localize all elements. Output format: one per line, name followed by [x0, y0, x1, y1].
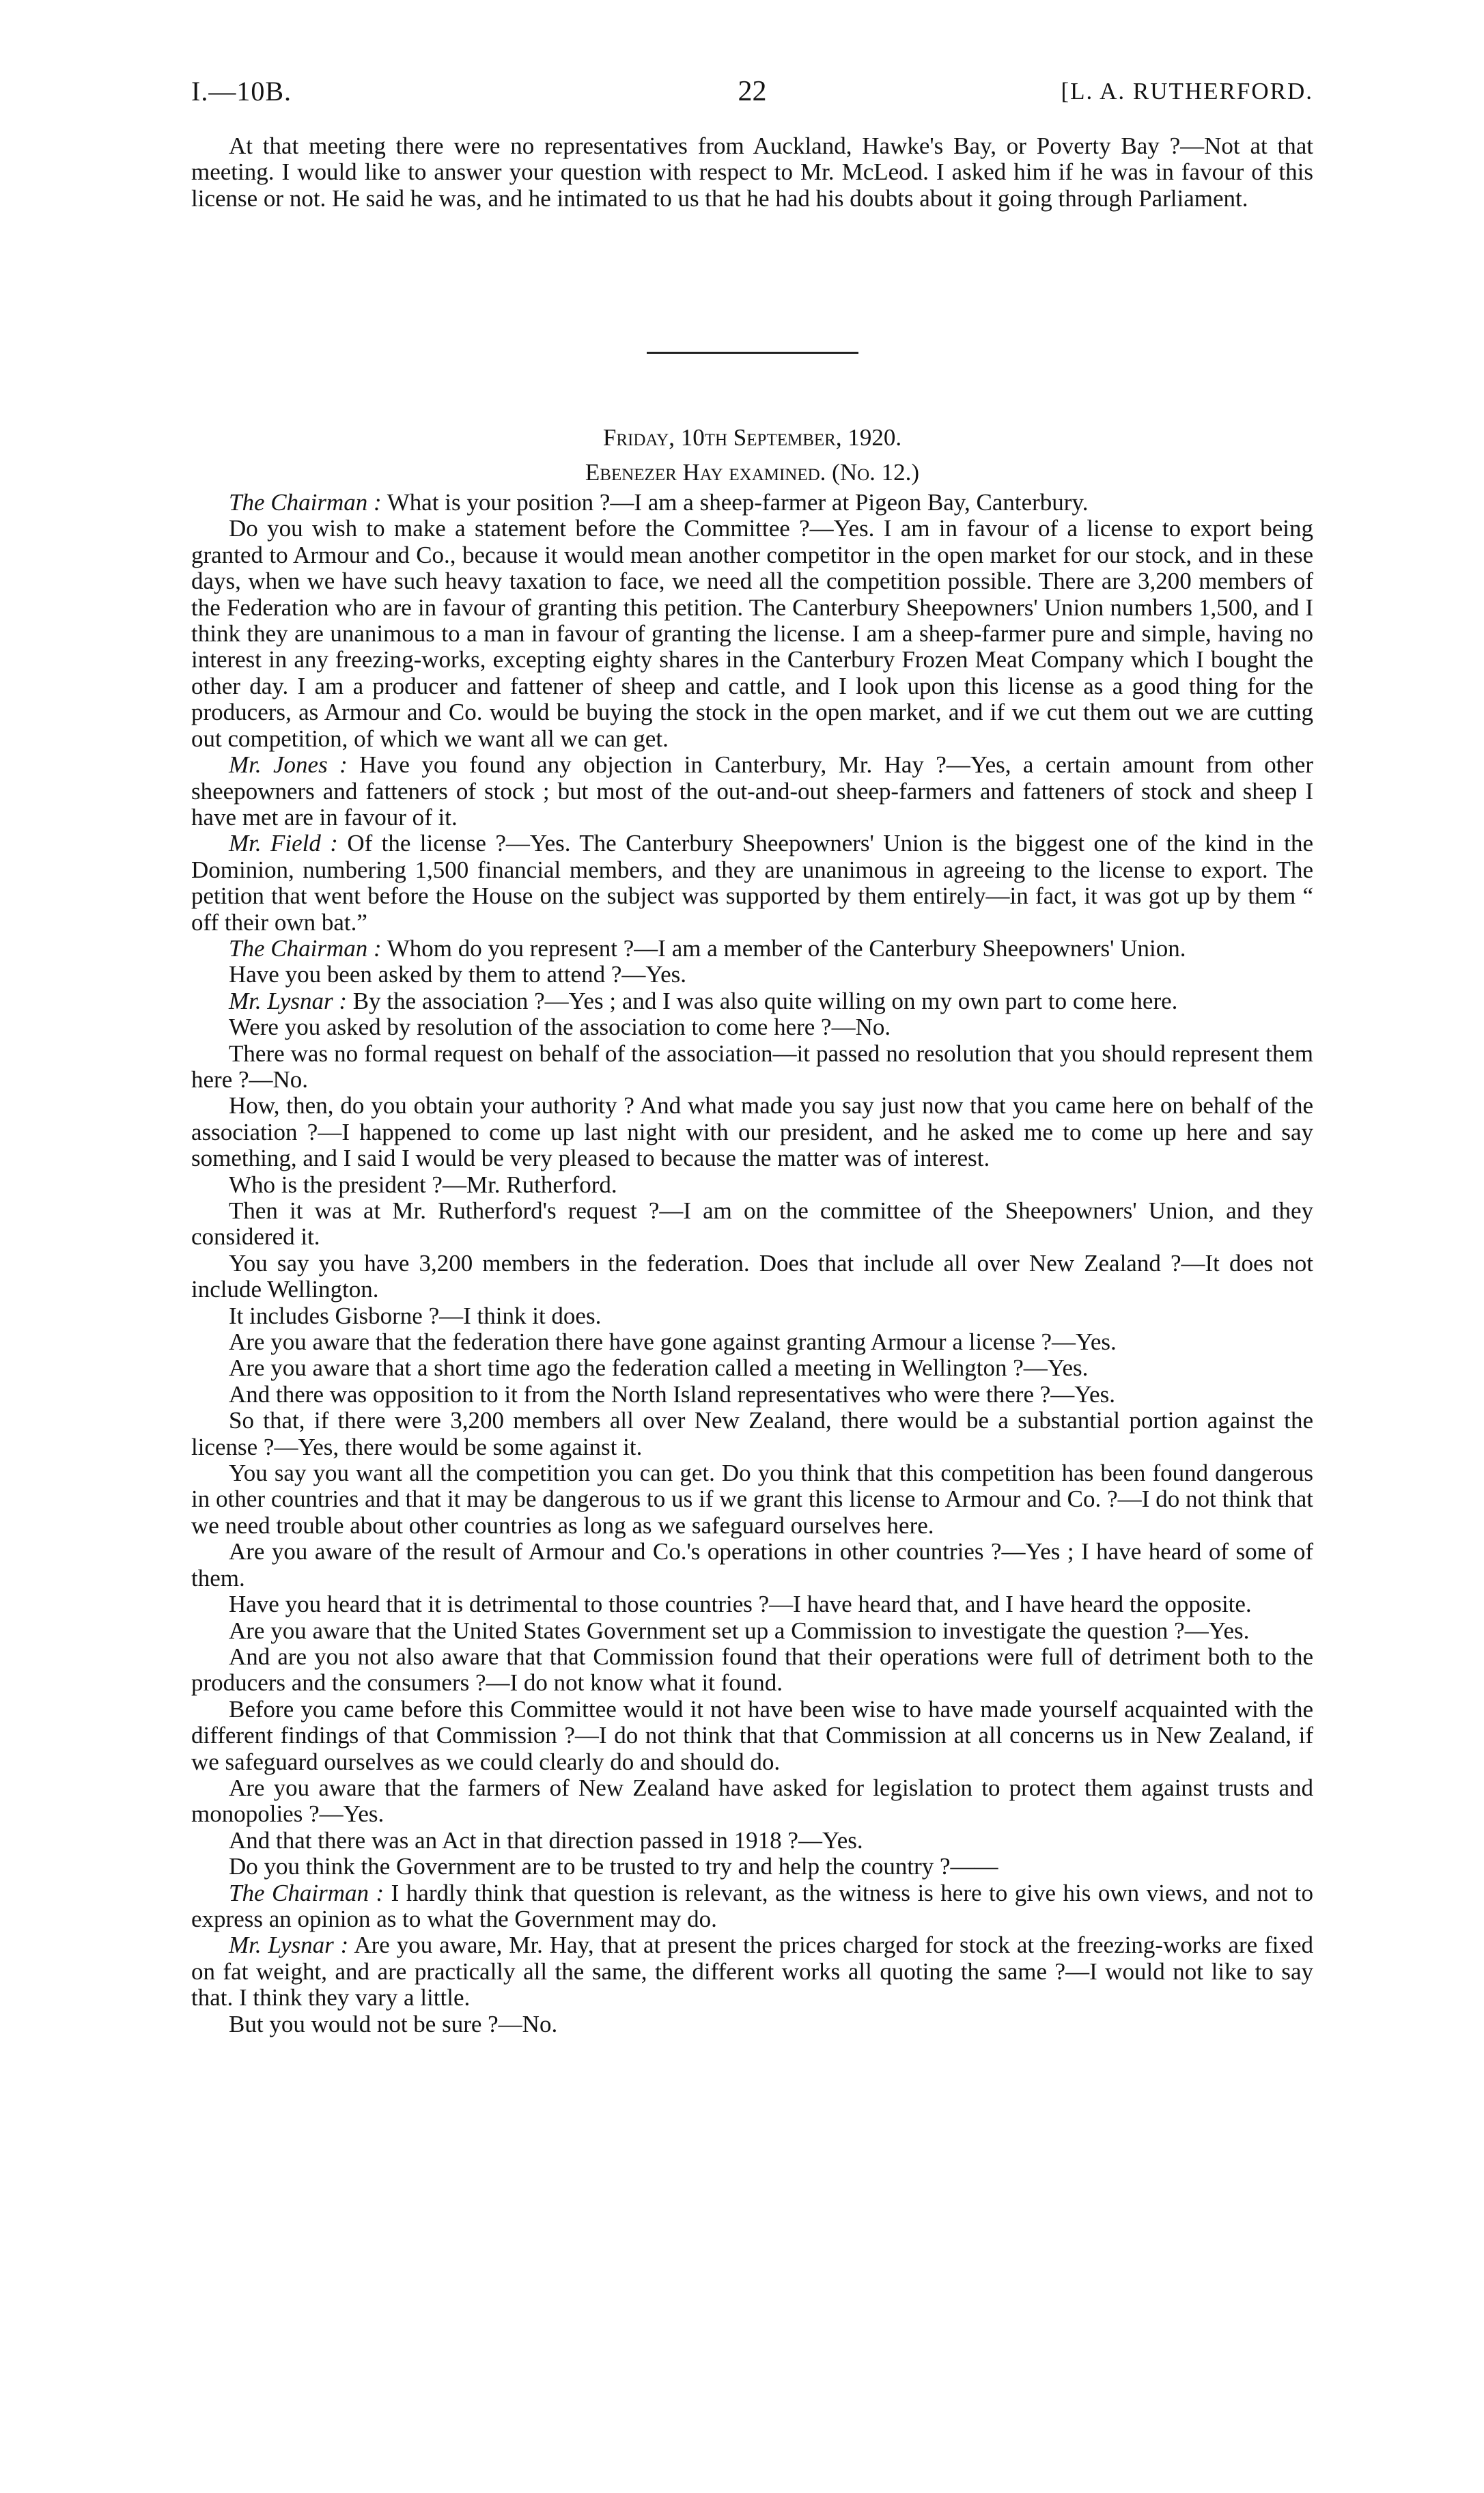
paragraph-text: Are you aware that the federation there have gone against granting Armour a license ?—Yes.: [229, 1328, 1117, 1356]
session-date: Friday, 10th September, 1920.: [602, 424, 902, 451]
paragraph-text: Are you aware, Mr. Hay, that at present the prices charged for stock at the freezing-works are fixed on fat weight, and are practically all the same, the different works all quoting the same ?—I would not like to say that. I think they vary a little.: [191, 1932, 1314, 2011]
testimony-paragraph: [191, 1880, 1313, 1933]
paragraph-text: Have you been asked by them to attend ?—Yes.: [229, 961, 687, 988]
testimony-paragraph: [191, 1539, 1313, 1591]
testimony-paragraph: [191, 831, 1313, 936]
paragraph-text: There was no formal request on behalf of the association—it passed no resolution that you should represent them here ?—No.: [191, 1040, 1313, 1093]
speaker-label: The Chairman :: [229, 489, 382, 516]
paragraph-text: Were you asked by resolution of the association to come here ?—No.: [229, 1014, 891, 1041]
paragraph-text: Do you think the Government are to be trusted to try and help the country ?——: [229, 1853, 998, 1880]
testimony-paragraph: [191, 1382, 1313, 1408]
testimony-paragraph: [191, 936, 1313, 962]
paragraph-text: Of the license ?—Yes. The Canterbury Sheepowners' Union is the biggest one of the kind in the Dominion, numbering 1,500 financial members, and they are unanimous in agreeing to the license to export. The petition that went before the House on the subject was supported by them entirely—in fact, it was got up by them “ off their own bat.”: [191, 830, 1314, 936]
paragraph-text: It includes Gisborne ?—I think it does.: [229, 1302, 602, 1329]
testimony-paragraph: [191, 752, 1313, 831]
page-header: [191, 76, 1313, 113]
testimony-paragraph: [191, 1854, 1313, 1880]
paragraph-text: Are you aware that the United States Government set up a Commission to investigate the question ?—Yes.: [229, 1617, 1250, 1644]
paragraph-text: Have you found any objection in Canterbury, Mr. Hay ?—Yes, a certain amount from other sheepowners and fatteners of stock ; but most of the out-and-out sheep-farmers and fatteners of stock and sheep I have met are in favour of it.: [191, 751, 1314, 831]
paragraph-text: But you would not be sure ?—No.: [229, 2010, 558, 2037]
paragraph-text: I hardly think that question is relevant, as the witness is here to give his own views, and not to express an opinion as to what the Government may do.: [191, 1879, 1313, 1932]
testimony-paragraph: [191, 1355, 1313, 1381]
testimony-paragraph: [191, 988, 1313, 1014]
testimony-paragraph: [191, 1618, 1313, 1644]
testimony-paragraph: [191, 490, 1313, 516]
paragraph-text: And there was opposition to it from the North Island representatives who were there ?—Yes.: [229, 1380, 1115, 1408]
testimony-paragraph: [191, 962, 1313, 988]
testimony-body: [191, 490, 1313, 2037]
testimony-paragraph: [191, 1329, 1313, 1355]
speaker-label: Mr. Field :: [229, 830, 338, 857]
testimony-paragraph: [191, 1828, 1313, 1854]
paragraph-text: How, then, do you obtain your authority ? And what made you say just now that you came here on behalf of the association ?—I happened to come up last night with our president, and he asked me to come up here and say something, and I said I would be very pleased to because the matter was of interest.: [191, 1092, 1313, 1172]
witness-running-head: [L. A. RUTHERFORD.: [1061, 78, 1313, 105]
paragraph-text: Do you wish to make a statement before the Committee ?—Yes. I am in favour of a license to export being granted to Armour and Co., because it would mean another competitor in the open market for our stock, and in these days, when we have such heavy taxation to face, we need all the competition possible. There are 3,200 members of the Federation who are in favour of granting this petition. The Canterbury Sheepowners' Union numbers 1,500, and I think they are unanimous to a man in favour of granting the license. I am a sheep-farmer pure and simple, having no interest in any freezing-works, excepting eighty shares in the Canterbury Frozen Meat Company which I bought the other day. I am a producer and fattener of sheep and cattle, and I look upon this license as a good thing for the producers, as Armour and Co. would be buying the stock in the open market, and if we cut them out we are cutting out competition, of which we want all we can get.: [191, 515, 1313, 752]
paragraph-text: Who is the president ?—Mr. Rutherford.: [229, 1171, 617, 1198]
testimony-paragraph: [191, 1014, 1313, 1040]
speaker-label: Mr. Lysnar :: [229, 987, 348, 1014]
paragraph-text: And are you not also aware that that Commission found that their operations were full of detriment both to the producers and the consumers ?—I do not know what it found.: [191, 1643, 1313, 1697]
testimony-paragraph: [191, 1644, 1313, 1697]
testimony-paragraph: [191, 1591, 1313, 1617]
page-number: 22: [738, 76, 767, 107]
paragraph-text: Are you aware of the result of Armour and Co.'s operations in other countries ?—Yes ; I have heard of some of them.: [191, 1538, 1313, 1591]
paragraph-text: You say you have 3,200 members in the federation. Does that include all over New Zealand ?—It does not include Wellington.: [191, 1249, 1313, 1303]
section-divider: [191, 352, 1313, 354]
testimony-paragraph: [191, 1775, 1313, 1828]
testimony-paragraph: [191, 1460, 1313, 1539]
paragraph-text: Are you aware that the farmers of New Zealand have asked for legislation to protect them against trusts and monopolies ?—Yes.: [191, 1774, 1313, 1828]
testimony-paragraph: [191, 1172, 1313, 1198]
speaker-label: The Chairman :: [229, 1879, 384, 1906]
paragraph-text: Whom do you represent ?—I am a member of the Canterbury Sheepowners' Union.: [387, 934, 1186, 962]
testimony-paragraph: [191, 1697, 1313, 1775]
speaker-label: Mr. Lysnar :: [229, 1932, 349, 1959]
testimony-paragraph: [191, 1093, 1313, 1171]
testimony-paragraph: [191, 2011, 1313, 2037]
speaker-label: The Chairman :: [229, 934, 382, 962]
paragraph-text: By the association ?—Yes ; and I was also quite willing on my own part to come here.: [352, 987, 1178, 1014]
paragraph-text: And that there was an Act in that direction passed in 1918 ?—Yes.: [229, 1826, 863, 1854]
testimony-paragraph: [191, 1408, 1313, 1460]
speaker-label: Mr. Jones :: [229, 751, 348, 779]
opening-paragraph: At that meeting there were no representatives from Auckland, Hawke's Bay, or Poverty Bay ?—Not at that meeting. I would like to answer your question with respect to Mr. McLeod. I asked him if he was in favour of this license or not. He said he was, and he intimated to us that he had his doubts about it going through Parliament.: [191, 133, 1313, 212]
paragraph-text: What is your position ?—I am a sheep-farmer at Pigeon Bay, Canterbury.: [387, 489, 1089, 516]
testimony-paragraph: [191, 1198, 1313, 1251]
paragraph-text: Are you aware that a short time ago the federation called a meeting in Wellington ?—Yes.: [229, 1354, 1089, 1382]
testimony-paragraph: [191, 1303, 1313, 1329]
paragraph-text: You say you want all the competition you can get. Do you think that this competition has been found dangerous in other countries and that it may be dangerous to us if we grant this license to Armour and Co. ?—I do not think that we need trouble about other countries as long as we safeguard ourselves here.: [191, 1460, 1313, 1539]
paragraph-text: Before you came before this Committee would it not have been wise to have made yourself acquainted with the different findings of that Commission ?—I do not think that that Commission at all concerns us in New Zealand, if we safeguard ourselves as we could clearly do and should do.: [191, 1695, 1313, 1775]
testimony-paragraph: [191, 1932, 1313, 2011]
paper-reference: I.—10B.: [191, 76, 292, 107]
paragraph-text: Have you heard that it is detrimental to those countries ?—I have heard that, and I have heard the opposite.: [229, 1591, 1252, 1618]
testimony-paragraph: [191, 1041, 1313, 1094]
testimony-paragraph: [191, 1251, 1313, 1303]
paragraph-text: Then it was at Mr. Rutherford's request ?—I am on the committee of the Sheepowners' Union, and they considered it.: [191, 1197, 1313, 1251]
testimony-paragraph: [191, 516, 1313, 752]
witness-heading: [191, 460, 1313, 486]
paragraph-text: So that, if there were 3,200 members all over New Zealand, there would be a substantial portion against the license ?—Yes, there would be some against it.: [191, 1407, 1313, 1460]
witness-heading-text: Ebenezer Hay examined. (No. 12.): [585, 458, 920, 486]
